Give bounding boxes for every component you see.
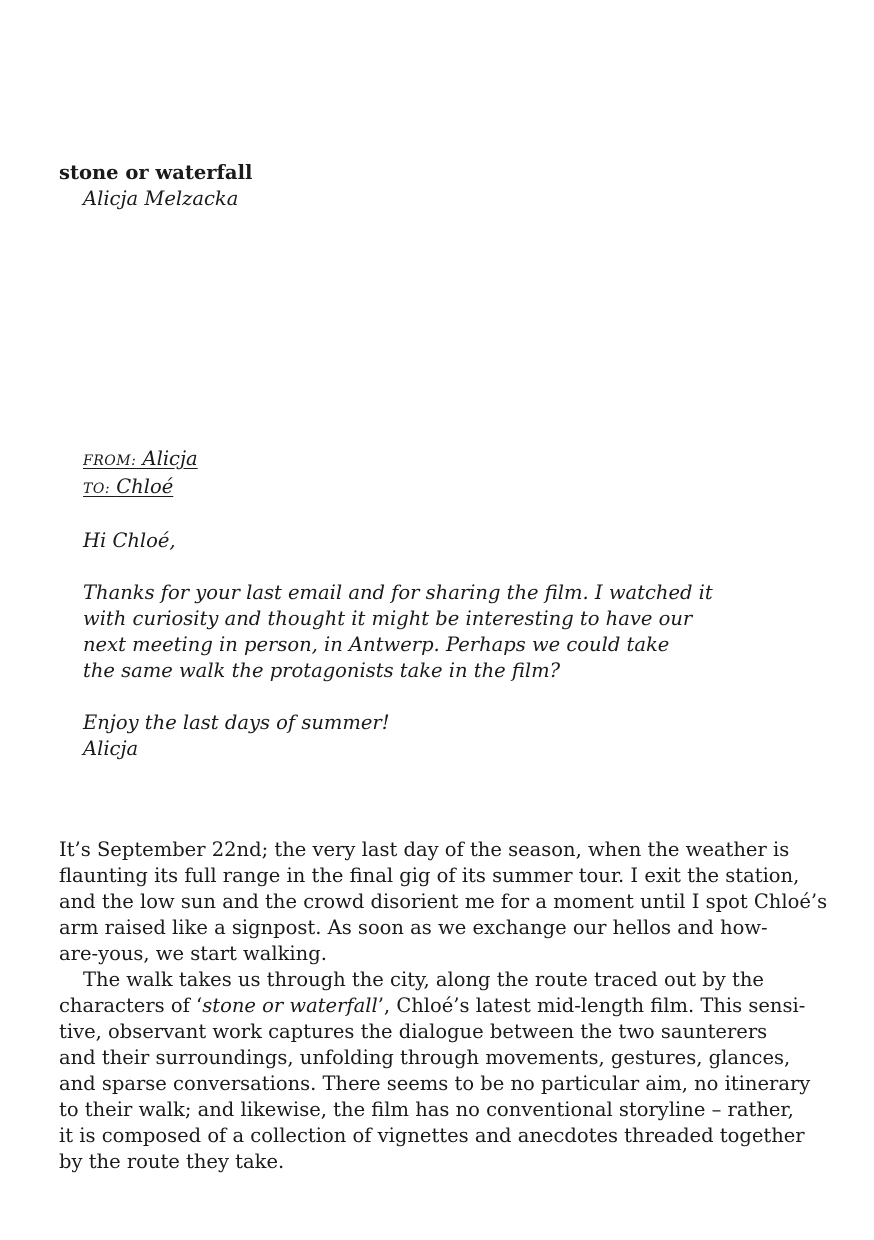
paragraph-2 [59, 967, 819, 1175]
text-fragment: ’, Chloé’s latest mid-length film. This sensi- [377, 994, 806, 1017]
body-text [59, 837, 828, 1175]
article-title: stone or waterfall [59, 161, 253, 184]
text-line: to their walk; and likewise, the film has no conventional storyline – rather, [59, 1098, 794, 1121]
text-line: and sparse conversations. There seems to be no particular aim, no itinerary [59, 1072, 811, 1095]
text-line: arm raised like a signpost. As soon as we exchange our hellos and how- [59, 916, 768, 939]
text-line: The walk takes us through the city, along the route traced out by the [83, 968, 764, 991]
text-line: by the route they take. [59, 1150, 285, 1173]
text-line-with-title [59, 993, 819, 1019]
text-line: it is composed of a collection of vignettes and anecdotes threaded together [59, 1124, 805, 1147]
text-fragment: characters of ‘ [59, 994, 203, 1017]
email-signoff: Enjoy the last days of summer! [83, 711, 390, 734]
paragraph-1 [59, 837, 828, 967]
email-line: next meeting in person, in Antwerp. Perhaps we could take [83, 633, 670, 656]
from-name: Alicja [142, 447, 198, 470]
film-title: stone or waterfall [202, 994, 378, 1017]
email-signature: Alicja [83, 737, 139, 760]
to-name: Chloé [116, 475, 174, 498]
email-line: with curiosity and thought it might be interesting to have our [83, 607, 693, 630]
text-line: tive, observant work captures the dialogue between the two saunterers [59, 1020, 768, 1043]
email-paragraph [83, 580, 713, 684]
text-line: are-yous, we start walking. [59, 942, 327, 965]
text-line: and their surroundings, unfolding through movements, gestures, glances, [59, 1046, 791, 1069]
to-label: TO: [83, 481, 111, 497]
email-to-line [83, 474, 713, 502]
from-label: FROM: [83, 453, 137, 469]
article-author: Alicja Melzacka [83, 187, 239, 210]
text-line: and the low sun and the crowd disorient me for a moment until I spot Chloé’s [59, 890, 828, 913]
email-from-line [83, 446, 713, 474]
email-line: Thanks for your last email and for sharing the film. I watched it [83, 581, 713, 604]
text-line: It’s September 22nd; the very last day of the season, when the weather is [59, 838, 790, 861]
text-line: flaunting its full range in the final gig of its summer tour. I exit the station, [59, 864, 800, 887]
email-excerpt [83, 446, 713, 762]
email-greeting: Hi Chloé, [83, 529, 176, 552]
email-line: the same walk the protagonists take in the film? [83, 659, 561, 682]
